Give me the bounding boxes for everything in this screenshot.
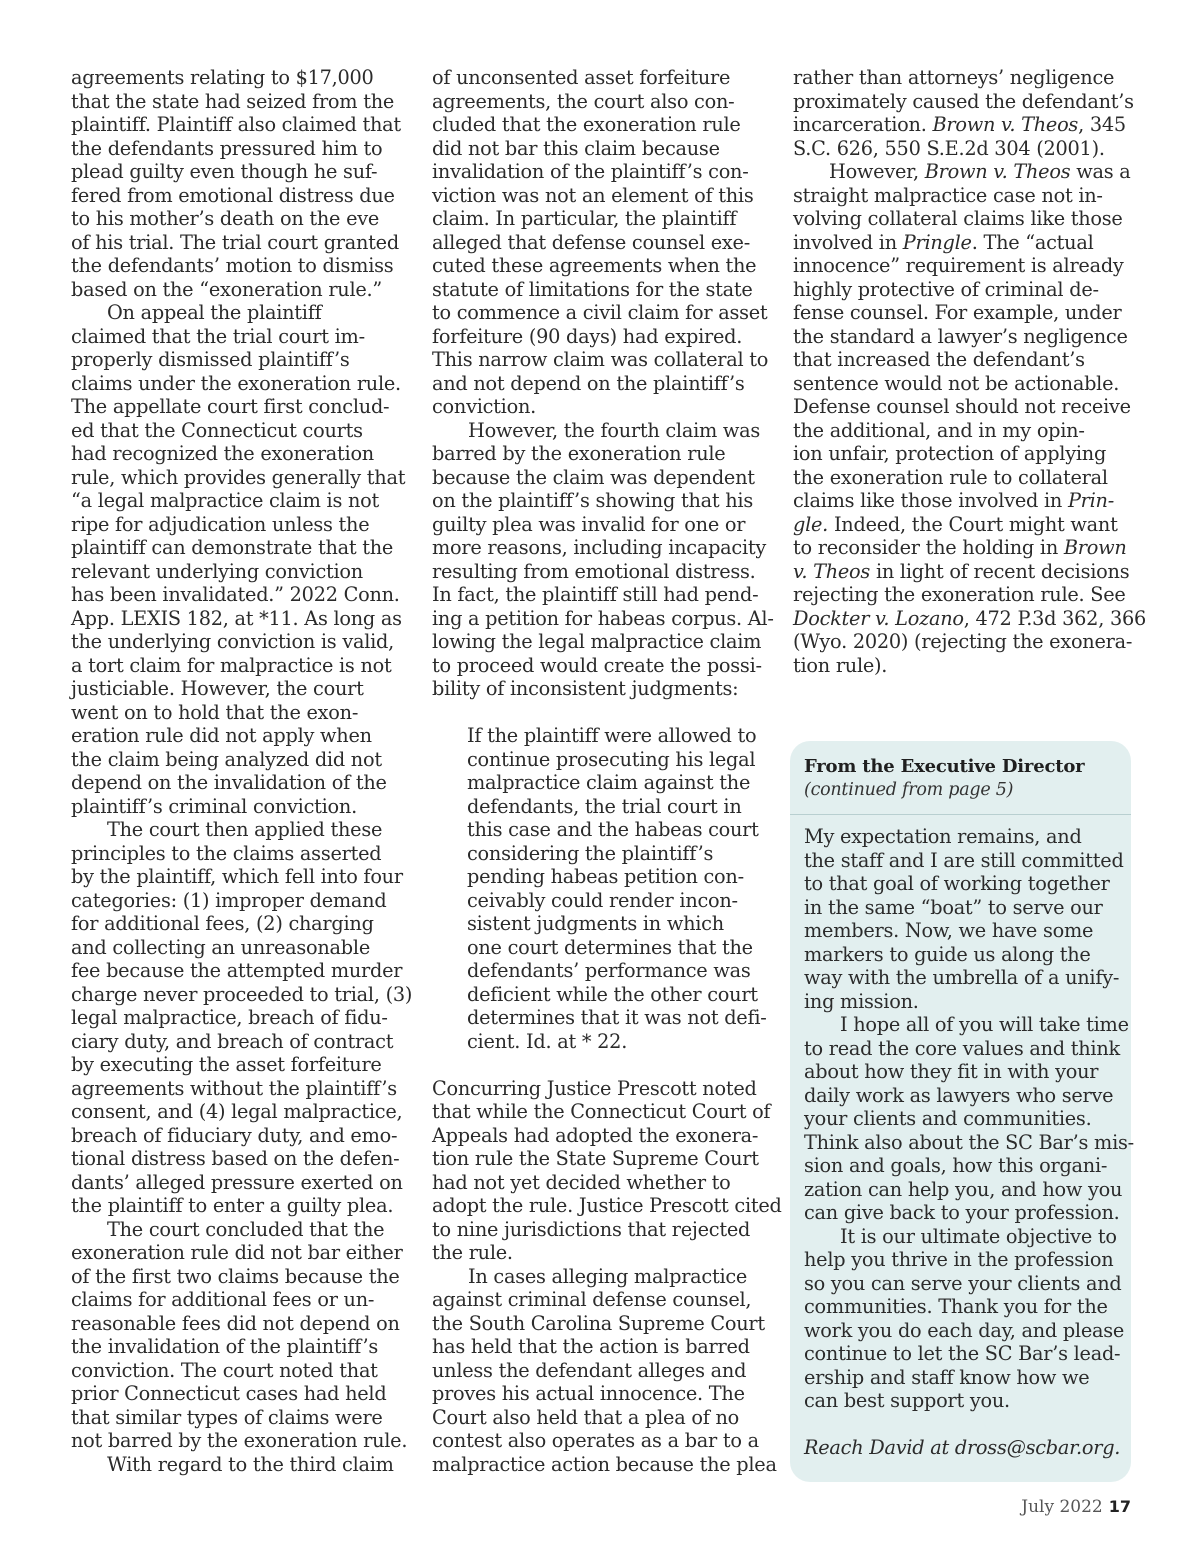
text-line: cluded that the exoneration rule xyxy=(432,113,741,136)
text-line: markers to guide us along the xyxy=(804,942,1091,966)
text-line: breach of fiduciary duty, and emo- xyxy=(71,1123,398,1147)
text-line: adopt the rule. Justice Prescott cited xyxy=(432,1194,782,1217)
text-line: dants’ alleged pressure exerted on xyxy=(71,1170,403,1194)
text-line: In fact, the plaintiff still had pend- xyxy=(432,583,759,606)
text-line: However, Brown v. Theos was a xyxy=(829,160,1131,183)
text-line: lowing the legal malpractice claim xyxy=(432,630,762,653)
sidebar-divider xyxy=(790,814,1131,815)
text-line: Appeals had adopted the exonera- xyxy=(432,1123,759,1147)
text-line: tion rule). xyxy=(793,653,888,677)
text-line: proximately caused the defendant’s xyxy=(793,89,1134,113)
text-line: justiciable. However, the court xyxy=(71,677,364,700)
text-line: to nine jurisdictions that rejected xyxy=(432,1217,751,1241)
text-line: on the plaintiff’s showing that his xyxy=(432,489,753,512)
text-line: rule, which provides generally that xyxy=(71,465,406,489)
text-line: and collecting an unreasonable xyxy=(71,935,370,959)
text-line: agreements, the court also con- xyxy=(432,89,735,113)
text-line: barred by the exoneration rule xyxy=(432,442,726,465)
text-line: tional distress based on the defen- xyxy=(71,1147,400,1170)
text-line: work you do each day, and please xyxy=(804,1318,1125,1342)
text-line: more reasons, including incapacity xyxy=(432,536,767,559)
text-line: that the state had seized from the xyxy=(71,89,395,113)
text-line: On appeal the plaintiff xyxy=(107,301,322,324)
article-column-3 xyxy=(793,66,1146,677)
sidebar-contact: Reach David at dross@scbar.org. xyxy=(804,1436,1121,1459)
text-line: ciary duty, and breach of contract xyxy=(71,1029,394,1053)
text-line: Court also held that a plea of no xyxy=(432,1405,739,1429)
text-line: The court then applied these xyxy=(107,818,383,841)
text-line: determines that it was not defi- xyxy=(467,1006,767,1029)
text-line: sentence would not be actionable. xyxy=(793,371,1120,395)
text-line: your clients and communities. xyxy=(804,1107,1092,1130)
text-line: for additional fees, (2) charging xyxy=(71,912,374,935)
text-line: innocence” requirement is already xyxy=(793,254,1124,277)
article-column-1 xyxy=(71,66,413,1476)
text-line: continue to let the SC Bar’s lead- xyxy=(804,1342,1121,1365)
text-line: claims for additional fees or un- xyxy=(71,1288,375,1311)
text-line: resulting from emotional distress. xyxy=(432,559,756,583)
text-line: claimed that the trial court im- xyxy=(71,324,365,348)
text-line: fee because the attempted murder xyxy=(71,959,403,982)
text-line: guilty plea was invalid for one or xyxy=(432,512,746,536)
text-line: cuted these agreements when the xyxy=(432,254,757,277)
text-line: straight malpractice case not in- xyxy=(793,183,1103,207)
text-line: incarceration. Brown v. Theos, 345 xyxy=(793,113,1126,136)
text-line: sion and goals, how this organi- xyxy=(804,1154,1108,1177)
page-number: 17 xyxy=(1108,1497,1131,1516)
text-line: the invalidation of the plaintiff’s xyxy=(71,1335,378,1358)
text-line: unless the defendant alleges and xyxy=(432,1358,747,1382)
issue-date: July 2022 xyxy=(1021,1497,1103,1517)
text-line: contest also operates as a bar to a xyxy=(432,1429,759,1452)
text-line: highly protective of criminal de- xyxy=(793,277,1099,301)
text-line: to reconsider the holding in Brown xyxy=(793,536,1127,559)
sidebar-subtitle: (continued from page 5) xyxy=(804,779,1014,800)
text-line: the South Carolina Supreme Court xyxy=(432,1311,765,1335)
text-line: to his mother’s death on the eve xyxy=(71,207,380,230)
text-line: My expectation remains, and xyxy=(804,825,1082,848)
text-line: exoneration rule did not bar either xyxy=(71,1241,403,1264)
text-line: invalidation of the plaintiff’s con- xyxy=(432,160,749,183)
text-line: consent, and (4) legal malpractice, xyxy=(71,1100,403,1123)
page-footer xyxy=(1021,1497,1131,1517)
text-line: “a legal malpractice claim is not xyxy=(71,489,379,512)
article-column-2 xyxy=(432,66,782,1476)
text-line: a tort claim for malpractice is not xyxy=(71,653,392,677)
text-line: way with the umbrella of a unify- xyxy=(804,966,1120,989)
text-line: that similar types of claims were xyxy=(71,1405,383,1429)
text-line: ing mission. xyxy=(804,989,919,1013)
text-line: the defendants pressured him to xyxy=(71,136,383,160)
text-line: involved in Pringle. The “actual xyxy=(793,230,1094,254)
text-line: and not depend on the plaintiff’s xyxy=(432,371,745,395)
text-line: It is our ultimate objective to xyxy=(840,1224,1117,1248)
text-line: tion rule the State Supreme Court xyxy=(432,1147,759,1170)
text-line: fense counsel. For example, under xyxy=(793,301,1122,324)
text-line: the underlying conviction is valid, xyxy=(71,630,395,653)
text-line: defendants, the trial court in xyxy=(467,794,742,818)
text-line: about how they fit in with your xyxy=(804,1060,1099,1083)
text-line: If the plaintiff were allowed to xyxy=(467,724,757,747)
text-line: defendants’ performance was xyxy=(467,959,751,982)
text-line: by executing the asset forfeiture xyxy=(71,1053,382,1076)
text-line: statute of limitations for the state xyxy=(432,277,753,301)
text-line: ership and staff know how we xyxy=(804,1365,1090,1389)
text-line: has held that the action is barred xyxy=(432,1335,750,1358)
text-line: daily work as lawyers who serve xyxy=(804,1083,1114,1107)
text-line: to read the core values and think xyxy=(804,1036,1120,1060)
text-line: plaintiff. Plaintiff also claimed that xyxy=(71,113,401,136)
executive-director-sidebar xyxy=(790,741,1134,1482)
text-line: proves his actual innocence. The xyxy=(432,1382,745,1405)
sidebar-title: From the Executive Director xyxy=(804,756,1085,777)
text-line: charge never proceeded to trial, (3) xyxy=(71,982,413,1006)
text-line: zation can help you, and how you xyxy=(804,1177,1123,1201)
text-line: based on the “exoneration rule.” xyxy=(71,277,383,301)
text-line: principles to the claims asserted xyxy=(71,841,382,865)
text-line: the exoneration rule to collateral xyxy=(793,465,1108,489)
text-line: (Wyo. 2020) (rejecting the exonera- xyxy=(793,630,1133,653)
text-line: by the plaintiff, which fell into four xyxy=(71,865,403,888)
text-line: forfeiture (90 days) had expired. xyxy=(432,324,743,348)
text-line: had not yet decided whether to xyxy=(432,1170,731,1194)
text-line: legal malpractice, breach of fidu- xyxy=(71,1006,388,1029)
text-line: can give back to your profession. xyxy=(804,1201,1120,1224)
text-line: fered from emotional distress due xyxy=(71,183,395,207)
text-line: categories: (1) improper demand xyxy=(71,888,387,912)
text-line: The court concluded that the xyxy=(107,1217,385,1241)
text-line: rather than attorneys’ negligence xyxy=(793,66,1115,89)
text-line: members. Now, we have some xyxy=(804,919,1094,942)
sidebar-body xyxy=(804,825,1134,1413)
text-line: the standard a lawyer’s negligence xyxy=(793,324,1128,348)
text-line: continue prosecuting his legal xyxy=(467,747,756,771)
text-line: pending habeas petition con- xyxy=(467,865,744,888)
text-line: the plaintiff to enter a guilty plea. xyxy=(71,1194,394,1217)
text-line: volving collateral claims like those xyxy=(793,207,1123,230)
text-line: one court determines that the xyxy=(467,935,753,959)
text-line: that increased the defendant’s xyxy=(793,348,1085,371)
text-line: agreements without the plaintiff’s xyxy=(71,1076,397,1100)
text-line: so you can serve your clients and xyxy=(804,1271,1122,1295)
text-line: In cases alleging malpractice xyxy=(468,1264,748,1288)
text-line: This narrow claim was collateral to xyxy=(432,348,769,371)
text-line: that while the Connecticut Court of xyxy=(432,1100,771,1123)
text-line: communities. Thank you for the xyxy=(804,1295,1108,1318)
text-line: in the same “boat” to serve our xyxy=(804,895,1103,919)
text-line: to proceed would create the possi- xyxy=(432,653,762,677)
text-line: App. LEXIS 182, at *11. As long as xyxy=(71,606,402,630)
text-line: because the claim was dependent xyxy=(432,465,755,489)
text-line: ion unfair, protection of applying xyxy=(793,442,1107,465)
text-line: of his trial. The trial court granted xyxy=(71,230,399,254)
text-line: the additional, and in my opin- xyxy=(793,418,1085,442)
text-line: viction was not an element of this xyxy=(432,183,754,207)
text-line: the defendants’ motion to dismiss xyxy=(71,254,394,277)
text-line: gle. Indeed, the Court might want xyxy=(793,512,1118,536)
text-line: bility of inconsistent judgments: xyxy=(432,677,739,700)
text-line: has been invalidated.” 2022 Conn. xyxy=(71,583,400,606)
text-line: Think also about the SC Bar’s mis- xyxy=(804,1130,1134,1154)
text-line: conviction. The court noted that xyxy=(71,1358,378,1382)
text-line: The appellate court first conclud- xyxy=(71,395,390,418)
text-line: malpractice action because the plea xyxy=(432,1452,777,1476)
text-line: deficient while the other court xyxy=(467,982,758,1006)
text-line: depend on the invalidation of the xyxy=(71,771,387,794)
text-line: alleged that defense counsel exe- xyxy=(432,230,750,254)
text-line: ed that the Connecticut courts xyxy=(71,418,363,442)
text-line: relevant underlying conviction xyxy=(71,559,363,583)
text-line: eration rule did not apply when xyxy=(71,724,372,747)
text-line: the rule. xyxy=(432,1241,513,1264)
text-line: plaintiff’s criminal conviction. xyxy=(71,794,357,818)
text-line: prior Connecticut cases had held xyxy=(71,1382,387,1405)
text-line: claim. In particular, the plaintiff xyxy=(432,207,737,230)
text-line: help you thrive in the profession xyxy=(804,1248,1114,1271)
text-line: to that goal of working together xyxy=(804,872,1110,895)
text-line: Dockter v. Lozano, 472 P.3d 362, 366 xyxy=(793,606,1146,630)
text-line: claims under the exoneration rule. xyxy=(71,371,401,395)
text-line: had recognized the exoneration xyxy=(71,442,374,465)
text-line: can best support you. xyxy=(804,1389,1010,1412)
text-line: went on to hold that the exon- xyxy=(71,700,359,724)
text-line: reasonable fees did not depend on xyxy=(71,1311,400,1335)
text-line: plaintiff can demonstrate that the xyxy=(71,536,394,559)
text-line: Concurring Justice Prescott noted xyxy=(432,1076,757,1100)
text-line: sistent judgments in which xyxy=(467,912,724,935)
text-line: With regard to the third claim xyxy=(107,1452,394,1476)
text-line: considering the plaintiff’s xyxy=(467,841,714,865)
text-line: Defense counsel should not receive xyxy=(793,395,1131,418)
text-line: v. Theos in light of recent decisions xyxy=(793,559,1130,583)
text-line: against criminal defense counsel, xyxy=(432,1288,752,1311)
text-line: conviction. xyxy=(432,395,537,418)
text-line: malpractice claim against the xyxy=(467,771,751,794)
text-line: the staff and I are still committed xyxy=(804,848,1124,872)
text-line: However, the fourth claim was xyxy=(468,418,761,442)
text-line: ing a petition for habeas corpus. Al- xyxy=(432,606,774,630)
text-line: I hope all of you will take time xyxy=(840,1013,1129,1036)
text-line: of the first two claims because the xyxy=(71,1264,400,1288)
text-line: this case and the habeas court xyxy=(467,818,759,841)
text-line: to commence a civil claim for asset xyxy=(432,301,768,324)
text-line: the claim being analyzed did not xyxy=(71,747,382,771)
text-line: plead guilty even though he suf- xyxy=(71,160,378,183)
text-line: agreements relating to $17,000 xyxy=(71,66,374,89)
text-line: of unconsented asset forfeiture xyxy=(432,66,731,89)
text-line: S.C. 626, 550 S.E.2d 304 (2001). xyxy=(793,136,1105,160)
text-line: properly dismissed plaintiff’s xyxy=(71,348,350,371)
text-line: not barred by the exoneration rule. xyxy=(71,1429,408,1452)
text-line: rejecting the exoneration rule. See xyxy=(793,583,1126,606)
text-line: cient. Id. at * 22. xyxy=(467,1029,628,1053)
text-line: claims like those involved in Prin- xyxy=(793,489,1114,512)
text-line: ceivably could render incon- xyxy=(467,888,738,912)
text-line: ripe for adjudication unless the xyxy=(71,512,370,536)
text-line: did not bar this claim because xyxy=(432,136,720,160)
